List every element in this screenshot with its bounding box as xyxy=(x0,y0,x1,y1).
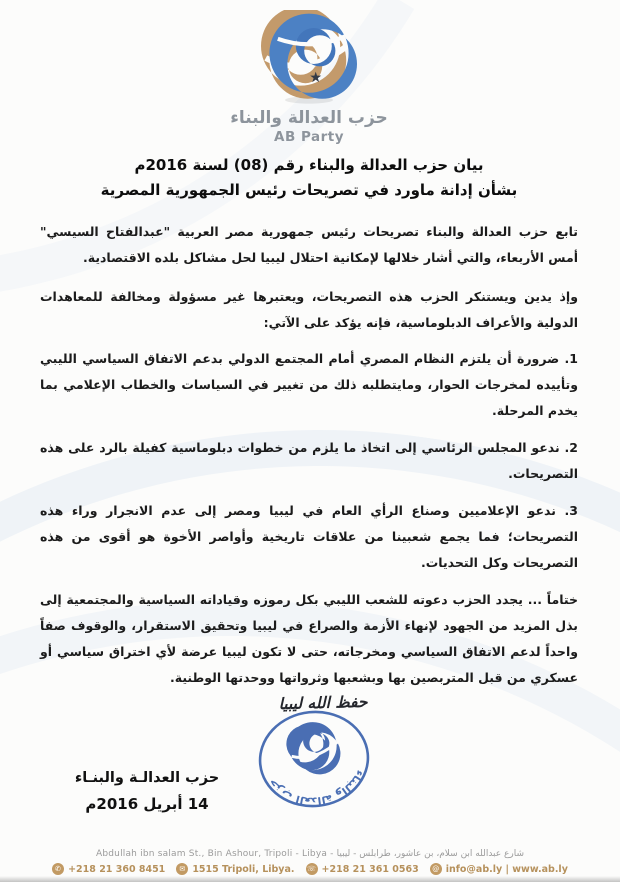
item-number: 3. xyxy=(564,503,578,518)
scan-bottom-shadow xyxy=(0,876,620,882)
list-item-3 xyxy=(40,498,578,576)
letterhead-footer xyxy=(0,849,620,875)
item-text: ندعو الإعلاميين وصناع الرأي العام في ليبيا ومصر إلى عدم الانجرار وراء هذه التصريحات؛ فما يجمع شعبينا من علاقات تاريخية وأواصر الأخوة هو أقوى من هذه التصريحات وكل التحديات. xyxy=(40,503,578,570)
pobox-text: 1515 Tripoli, Libya. xyxy=(192,863,295,875)
pobox-icon: ✉ xyxy=(176,863,188,875)
signature-block xyxy=(52,770,242,813)
signature-date: 14 أبريل 2016م xyxy=(85,795,209,813)
email-web-text: info@ab.ly | www.ab.ly xyxy=(445,863,568,875)
logo-star-icon: ★ xyxy=(309,70,323,86)
intro-paragraph: تابع حزب العدالة والبناء تصريحات رئيس جمهورية مصر العربية "عبدالفتاح السيسي" أمس الأربعاء، والتي أشار خلالها لإمكانية احتلال ليبيا لحل مشاكل بلده الاقتصادية. xyxy=(40,224,578,265)
closing-paragraph: ختاماً ... يجدد الحزب دعوته للشعب الليبي بكل رموزه وقياداته السياسية والمجتمعية إلى بذل المزيد من الجهود لإنهاء الأزمة والصراع في ليبيا وتحقيق الاستقرار، والوقوف صفاً واحداً لدعم الاتفاق السياسي ومخرجاته، حتى لا تكون ليبيا عرضة لأي اختراق سياسي أو عسكري من قبل المتربصين بها وبشعبها وثرواتها ووحدتها الوطنية. xyxy=(40,592,578,685)
statement-title xyxy=(40,153,578,203)
phone-number: +218 21 360 8451 xyxy=(68,863,166,875)
stamp-curved-text: حزب العدالة والبناء xyxy=(265,768,367,808)
item-text: ضرورة أن يلتزم النظام المصري أمام المجتمع الدولي بدعم الاتفاق السياسي الليبي وتأييده لمخرجات الحوار، ومايتطلبه ذلك من تغيير في السياسات والخطاب الإعلامي بما يخدم المرحلة. xyxy=(40,351,578,418)
condemnation-paragraph: وإذ يدين ويستنكر الحزب هذه التصريحات، ويعتبرها غير مسؤولة ومخالفة للمعاهدات الدولية والأعراف الدبلوماسية، فإنه يؤكد على الآتي: xyxy=(40,289,578,330)
logo-name-english: AB Party xyxy=(274,129,344,145)
statement-title-line2: بشأن إدانة ماورد في تصريحات رئيس الجمهورية المصرية xyxy=(100,181,518,199)
party-stamp xyxy=(256,708,372,814)
signature-party-name: حزب العدالـة والبنـاء xyxy=(74,770,220,786)
item-text: ندعو المجلس الرئاسي إلى اتخاذ ما يلزم من خطوات دبلوماسية كفيلة بالرد على هذه التصريحات. xyxy=(40,440,578,481)
footer-contacts xyxy=(0,863,620,875)
footer-phone xyxy=(52,863,165,875)
list-item-1 xyxy=(40,346,578,424)
footer-pobox xyxy=(176,863,294,875)
footer-address: Abdullah ibn salam St., Bin Ashour, Tripoli - Libya - شارع عبدالله ابن سلام، بن عاشور، طرابلس - ليبيا xyxy=(95,849,525,859)
stamp-icon xyxy=(256,708,372,810)
phone-icon: ✆ xyxy=(52,863,64,875)
footer-email xyxy=(430,863,568,875)
item-number: 1. xyxy=(564,351,578,366)
fax-icon: ☏ xyxy=(306,863,318,875)
party-logo-block xyxy=(40,10,578,145)
logo-name-arabic: حزب العدالة والبناء xyxy=(230,108,388,128)
party-logo-icon xyxy=(237,10,381,106)
item-number: 2. xyxy=(564,440,578,455)
handwritten-blessing: حفظ الله ليبيا xyxy=(278,692,368,714)
list-item-2 xyxy=(40,435,578,487)
statement-title-line1: بيان حزب العدالة والبناء رقم (08) لسنة 2016م xyxy=(134,156,484,174)
fax-number: +218 21 361 0563 xyxy=(321,863,419,875)
footer-fax xyxy=(306,863,419,875)
email-icon: @ xyxy=(430,863,442,875)
